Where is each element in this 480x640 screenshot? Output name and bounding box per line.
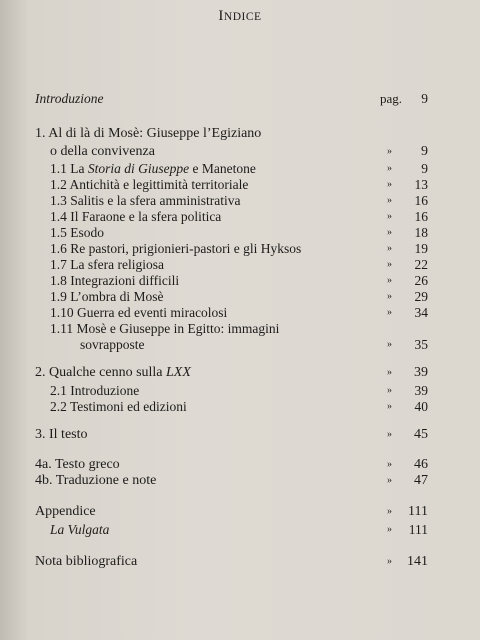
entry-title-pre: 1.1 La	[50, 161, 88, 176]
entry-title: sovrapposte	[80, 337, 145, 352]
ditto-mark: »	[387, 163, 392, 174]
entry-title: 4b. Traduzione e note	[35, 473, 157, 488]
entry-title: 2.1 Introduzione	[50, 383, 140, 398]
entry-page: 39	[414, 365, 428, 380]
entry-title: Appendice	[35, 504, 96, 519]
entry-page: 16	[414, 193, 428, 208]
entry-page: 16	[414, 209, 428, 224]
ditto-mark: »	[387, 459, 392, 470]
ditto-mark: »	[387, 195, 392, 206]
entry-title: 1.4 Il Faraone e la sfera politica	[50, 209, 222, 224]
toc-entry-c3	[0, 426, 480, 444]
entry-page: 18	[414, 225, 428, 240]
ditto-mark: »	[387, 401, 392, 412]
toc-entry-c4b	[0, 472, 480, 490]
toc-entry-s111b	[0, 336, 480, 354]
entry-title: Nota bibliografica	[35, 554, 138, 569]
page-header	[0, 8, 480, 25]
entry-title: 1.5 Esodo	[50, 225, 104, 240]
entry-page: 9	[421, 161, 428, 176]
entry-title: 1.7 La sfera religiosa	[50, 257, 164, 272]
entry-title: 1.9 L’ombra di Mosè	[50, 289, 164, 304]
entry-page: 39	[414, 383, 428, 398]
entry-page: 47	[414, 473, 428, 488]
ditto-mark: »	[387, 291, 392, 302]
entry-title: 2.2 Testimoni ed edizioni	[50, 399, 187, 414]
entry-page: 9	[421, 144, 428, 159]
entry-page: 26	[414, 273, 428, 288]
entry-page: 35	[414, 337, 428, 352]
toc-entry-appendice	[0, 503, 480, 521]
ditto-mark: »	[387, 524, 392, 535]
intro-title: Introduzione	[35, 91, 104, 106]
entry-title: 4a. Testo greco	[35, 457, 120, 472]
toc-entry-c1a	[0, 125, 480, 143]
entry-page: 13	[414, 177, 428, 192]
ditto-mark: »	[387, 259, 392, 270]
entry-title: 1.10 Guerra ed eventi miracolosi	[50, 305, 228, 320]
entry-page: 141	[407, 554, 428, 569]
entry-title: 1. Al di là di Mosè: Giuseppe l’Egiziano	[35, 126, 262, 141]
entry-title: 1.6 Re pastori, prigionieri-pastori e gli Hyksos	[50, 241, 302, 256]
entry-page: 19	[414, 241, 428, 256]
entry-title-em: LXX	[166, 365, 191, 380]
entry-page: 45	[414, 427, 428, 442]
entry-title: 1.8 Integrazioni difficili	[50, 273, 180, 288]
ditto-mark: »	[387, 227, 392, 238]
ditto-mark: »	[387, 243, 392, 254]
ditto-mark: »	[387, 307, 392, 318]
entry-page: 40	[414, 399, 428, 414]
ditto-mark: »	[387, 211, 392, 222]
ditto-mark: »	[387, 556, 392, 567]
entry-title-em: Storia di Giuseppe	[87, 161, 190, 176]
ditto-mark: »	[387, 146, 392, 157]
toc-entry-c2	[0, 364, 480, 382]
ditto-mark: »	[387, 367, 392, 378]
entry-page: 46	[414, 457, 428, 472]
entry-page: 22	[414, 257, 428, 272]
entry-page: 111	[408, 522, 428, 537]
intro-page: 9	[421, 91, 428, 106]
toc-intro-row	[0, 90, 480, 108]
entry-title: 1.3 Salitis e la sfera amministrativa	[50, 193, 241, 208]
toc-entry-nota	[0, 553, 480, 571]
ditto-mark: »	[387, 339, 392, 350]
entry-title-pre: 2. Qualche cenno sulla	[35, 365, 167, 380]
entry-page: 29	[414, 289, 428, 304]
ditto-mark: »	[387, 475, 392, 486]
entry-title: 1.2 Antichità e legittimità territoriale	[50, 177, 249, 192]
entry-title: 3. Il testo	[35, 427, 88, 442]
entry-page: 34	[414, 305, 428, 320]
toc-entry-c1b	[0, 143, 480, 161]
ditto-mark: »	[387, 179, 392, 190]
header-rest: NDICE	[223, 11, 262, 23]
entry-title: o della convivenza	[50, 144, 155, 159]
entry-title-post: e Manetone	[189, 161, 256, 176]
entry-title: 1.11 Mosè e Giuseppe in Egitto: immagini	[50, 321, 280, 336]
header-initial: I	[218, 8, 224, 24]
ditto-mark: »	[387, 429, 392, 440]
ditto-mark: »	[387, 385, 392, 396]
ditto-mark: »	[387, 506, 392, 517]
entry-page: 111	[408, 504, 428, 519]
entry-title-em: La Vulgata	[50, 522, 110, 537]
toc-entry-vulgata	[0, 521, 480, 539]
pag-label: pag.	[380, 91, 403, 106]
ditto-mark: »	[387, 275, 392, 286]
toc-entry-s22	[0, 398, 480, 416]
